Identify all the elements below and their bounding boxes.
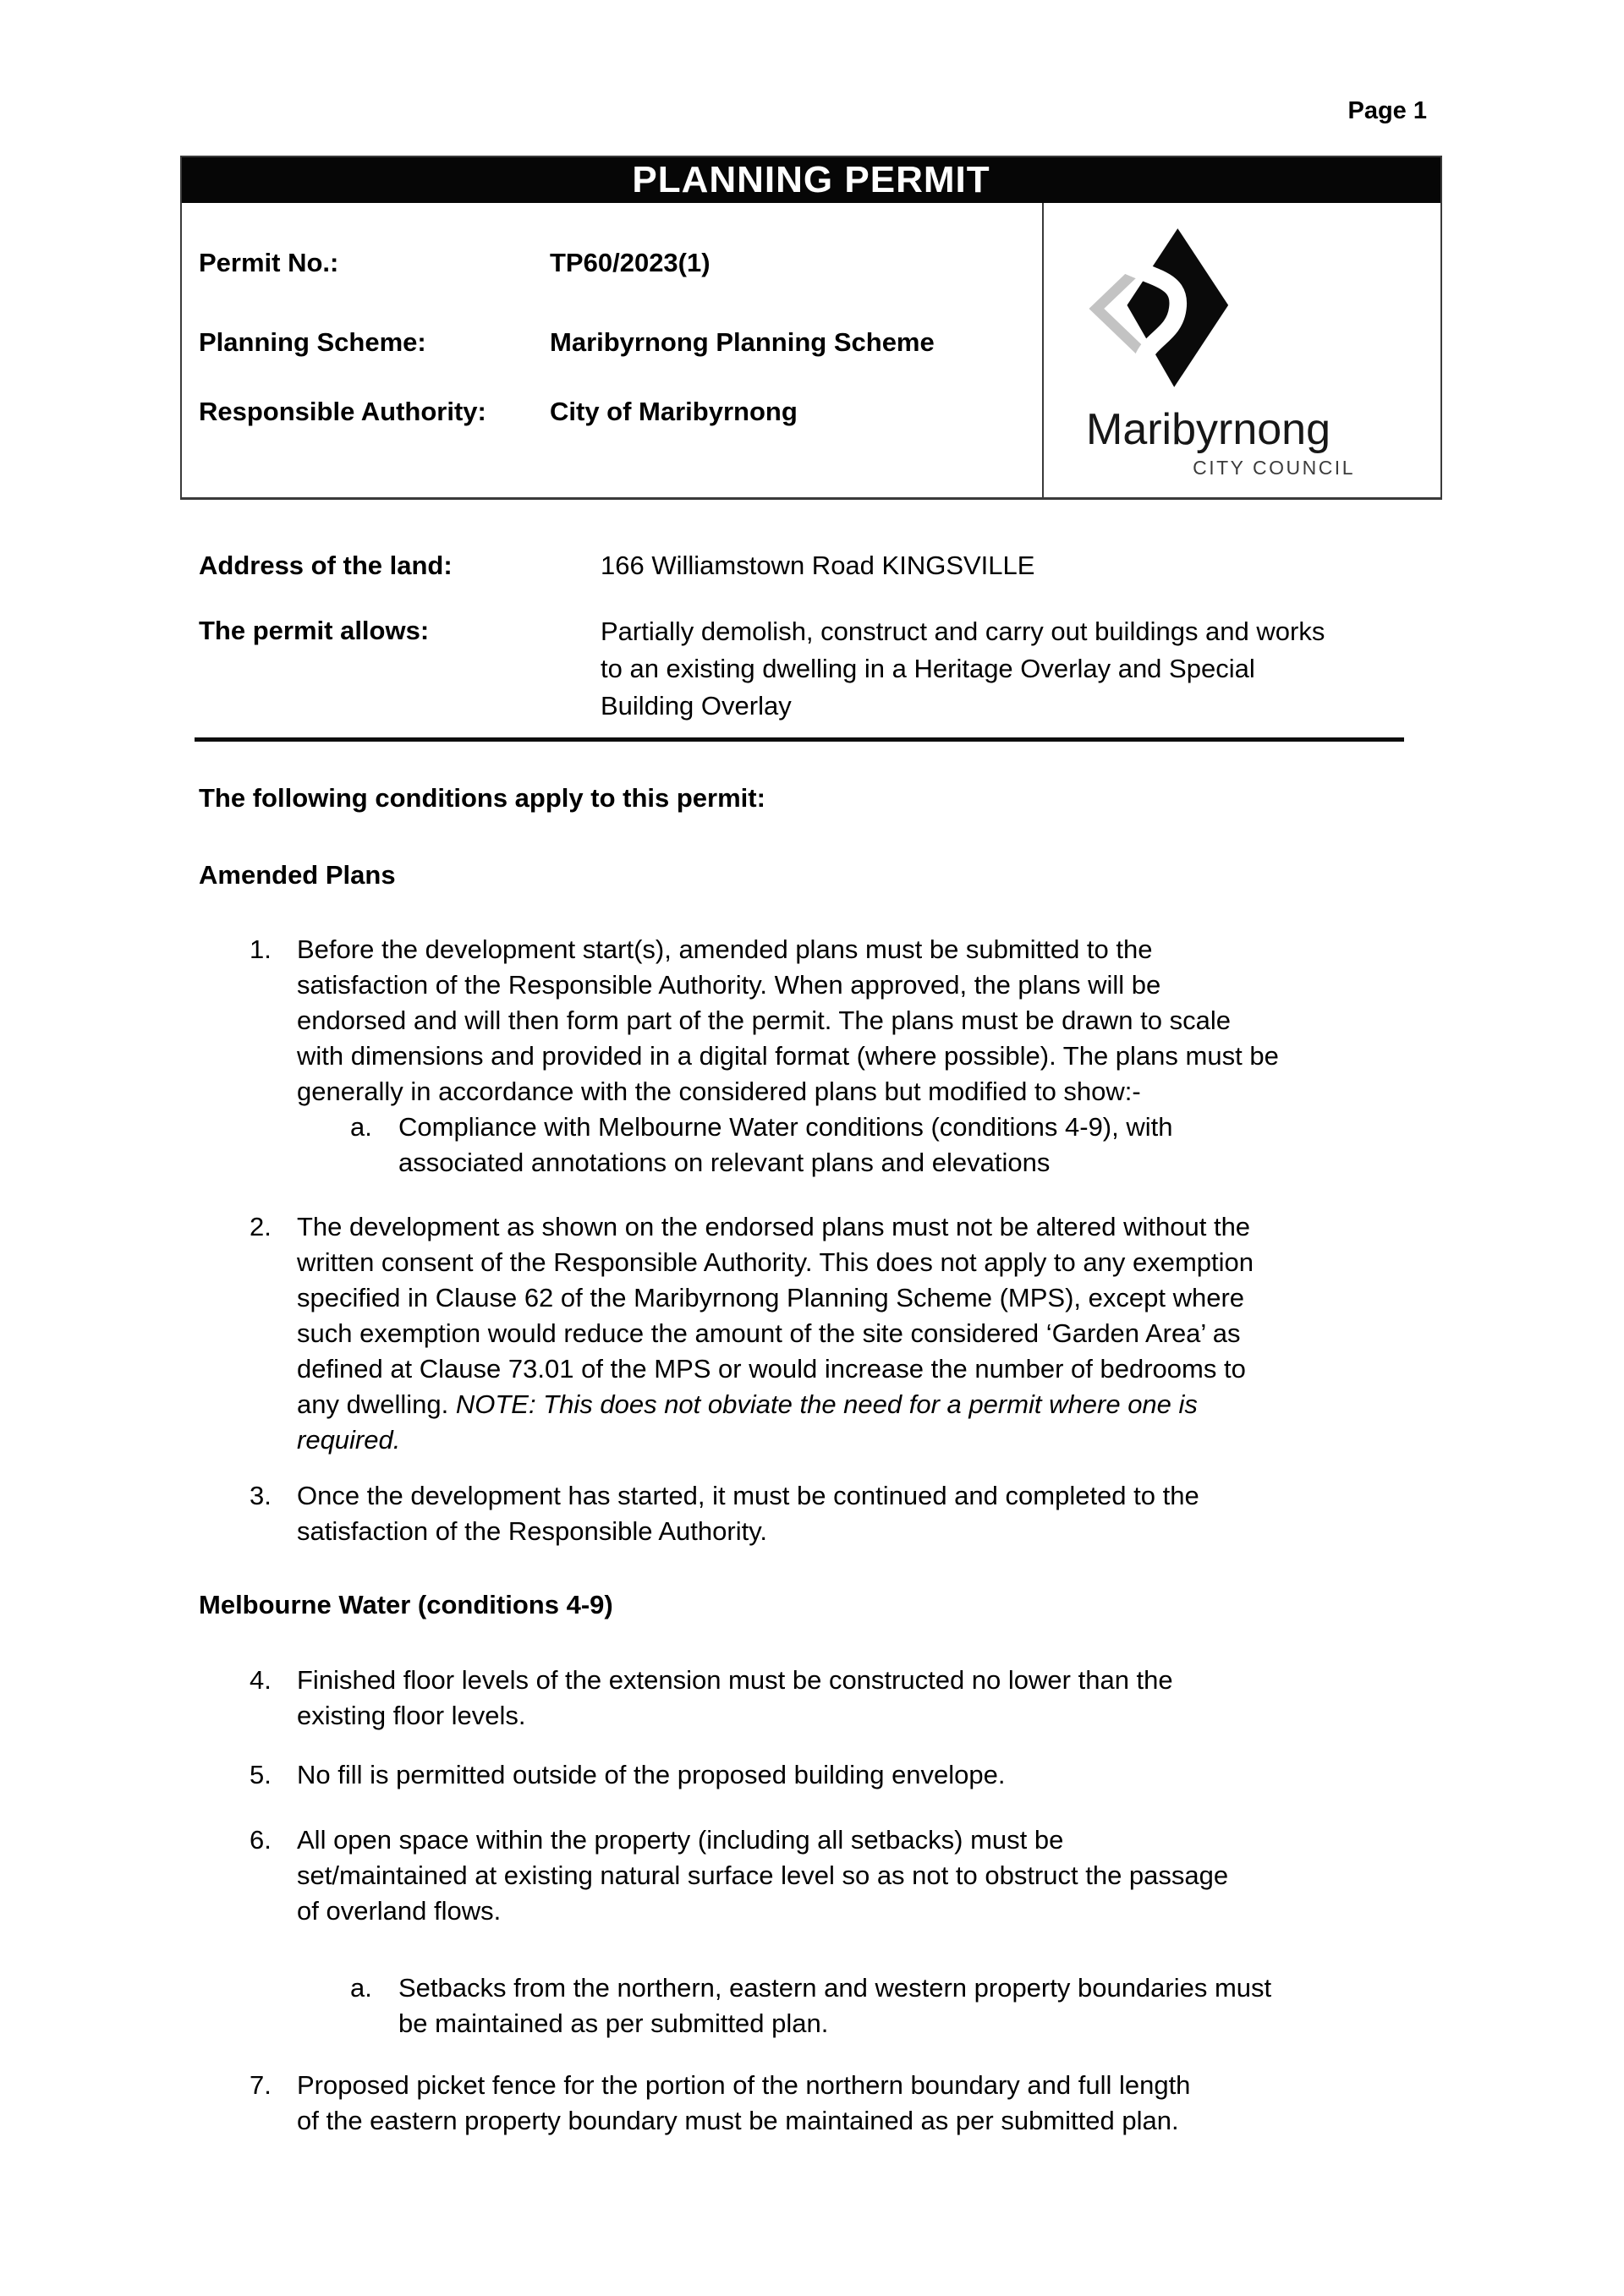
item-text-line: of the eastern property boundary must be maintained as per submitted plan. bbox=[297, 2106, 1179, 2135]
item-text-line: Proposed picket fence for the portion of the northern boundary and full length bbox=[297, 2070, 1191, 2100]
condition-item-5 bbox=[250, 1757, 1417, 1793]
item-text-line: All open space within the property (including all setbacks) must be bbox=[297, 1825, 1064, 1855]
item-text-line: such exemption would reduce the amount of the site considered ‘Garden Area’ as bbox=[297, 1318, 1241, 1348]
item-text-line: specified in Clause 62 of the Maribyrnong Planning Scheme (MPS), except where bbox=[297, 1283, 1245, 1312]
condition-item-2 bbox=[250, 1209, 1417, 1458]
permit-allows-line: Building Overlay bbox=[601, 691, 792, 721]
page-number: Page 1 bbox=[1347, 97, 1427, 124]
item-text-line: of overland flows. bbox=[297, 1896, 502, 1926]
section-heading-amended-plans: Amended Plans bbox=[199, 860, 396, 890]
condition-subitem-1a bbox=[350, 1110, 1424, 1181]
subitem-text-line: Setbacks from the northern, eastern and western property boundaries must bbox=[398, 1973, 1272, 2003]
item-text-line bbox=[297, 1387, 1417, 1422]
maribyrnong-logo-icon bbox=[1084, 227, 1254, 392]
item-text-line: No fill is permitted outside of the proposed building envelope. bbox=[297, 1760, 1006, 1789]
item-number: 6. bbox=[250, 1825, 272, 1855]
item-text bbox=[297, 932, 1417, 1110]
item-note-italic: NOTE: This does not obviate the need for a permit where one is bbox=[455, 1389, 1198, 1419]
subitem-text-line: associated annotations on relevant plans and elevations bbox=[398, 1148, 1051, 1177]
item-text bbox=[297, 1209, 1417, 1458]
condition-subitem-6a bbox=[350, 1970, 1424, 2041]
item-text-line: with dimensions and provided in a digital format (where possible). The plans must be bbox=[297, 1041, 1279, 1071]
section-heading-melbourne-water: Melbourne Water (conditions 4-9) bbox=[199, 1590, 613, 1619]
item-number: 3. bbox=[250, 1481, 272, 1510]
item-number: 5. bbox=[250, 1760, 272, 1789]
council-subtitle: CITY COUNCIL bbox=[1193, 457, 1355, 479]
item-text bbox=[297, 2068, 1417, 2139]
permit-no-value: TP60/2023(1) bbox=[550, 248, 710, 277]
item-text-line: endorsed and will then form part of the permit. The plans must be drawn to scale bbox=[297, 1006, 1231, 1035]
subitem-text bbox=[398, 1110, 1424, 1181]
planning-scheme-value: Maribyrnong Planning Scheme bbox=[550, 327, 935, 357]
subitem-text-line: Compliance with Melbourne Water conditions (conditions 4-9), with bbox=[398, 1112, 1173, 1142]
item-text-line: existing floor levels. bbox=[297, 1701, 526, 1730]
subitem-text-line: be maintained as per submitted plan. bbox=[398, 2008, 829, 2038]
condition-item-6 bbox=[250, 1822, 1417, 1929]
item-text bbox=[297, 1478, 1417, 1549]
item-text-line: generally in accordance with the considered plans but modified to show:- bbox=[297, 1077, 1141, 1106]
address-value: 166 Williamstown Road KINGSVILLE bbox=[601, 551, 1035, 580]
permit-table-body bbox=[182, 203, 1440, 497]
planning-scheme-label: Planning Scheme: bbox=[199, 327, 426, 357]
item-text-line: Before the development start(s), amended plans must be submitted to the bbox=[297, 934, 1153, 964]
item-text-line: set/maintained at existing natural surface level so as not to obstruct the passage bbox=[297, 1860, 1229, 1890]
section-separator-rule bbox=[195, 737, 1404, 742]
responsible-authority-row bbox=[199, 394, 798, 430]
item-text bbox=[297, 1822, 1417, 1929]
condition-item-7 bbox=[250, 2068, 1417, 2139]
permit-title: PLANNING PERMIT bbox=[632, 159, 990, 200]
permit-allows-line: Partially demolish, construct and carry out buildings and works bbox=[601, 616, 1325, 646]
item-number: 1. bbox=[250, 934, 272, 964]
item-number: 4. bbox=[250, 1665, 272, 1695]
item-text-segment: any dwelling. bbox=[297, 1389, 456, 1419]
planning-scheme-row bbox=[199, 325, 935, 360]
item-text bbox=[297, 1663, 1417, 1734]
item-text-line: satisfaction of the Responsible Authority. bbox=[297, 1516, 768, 1546]
address-label: Address of the land: bbox=[199, 551, 453, 580]
permit-header-table bbox=[180, 156, 1442, 500]
council-logo bbox=[1044, 203, 1440, 497]
permit-allows-value bbox=[601, 613, 1325, 725]
responsible-authority-value: City of Maribyrnong bbox=[550, 397, 798, 426]
permit-title-bar bbox=[182, 157, 1440, 203]
item-text-line: Finished floor levels of the extension must be constructed no lower than the bbox=[297, 1665, 1173, 1695]
item-text-line: written consent of the Responsible Authority. This does not apply to any exemption bbox=[297, 1247, 1254, 1277]
responsible-authority-label: Responsible Authority: bbox=[199, 397, 486, 426]
subitem-text bbox=[398, 1970, 1424, 2041]
council-wordmark: Maribyrnong bbox=[1086, 405, 1331, 454]
item-text-line: Once the development has started, it must be continued and completed to the bbox=[297, 1481, 1199, 1510]
item-text bbox=[297, 1757, 1417, 1793]
item-text-line: defined at Clause 73.01 of the MPS or would increase the number of bedrooms to bbox=[297, 1354, 1246, 1384]
permit-no-label: Permit No.: bbox=[199, 248, 339, 277]
conditions-intro: The following conditions apply to this permit: bbox=[199, 783, 765, 813]
item-number: 7. bbox=[250, 2070, 272, 2100]
permit-allows-line: to an existing dwelling in a Heritage Overlay and Special bbox=[601, 654, 1255, 683]
item-text-line: The development as shown on the endorsed plans must not be altered without the bbox=[297, 1212, 1251, 1241]
condition-item-1 bbox=[250, 932, 1417, 1110]
subitem-letter: a. bbox=[350, 1973, 372, 2003]
permit-allows-label: The permit allows: bbox=[199, 616, 430, 645]
item-text-line: satisfaction of the Responsible Authority. When approved, the plans will be bbox=[297, 970, 1161, 1000]
condition-item-3 bbox=[250, 1478, 1417, 1549]
subitem-letter: a. bbox=[350, 1112, 372, 1142]
condition-item-4 bbox=[250, 1663, 1417, 1734]
permit-no-row bbox=[199, 245, 710, 281]
item-note-italic: required. bbox=[297, 1425, 401, 1455]
item-number: 2. bbox=[250, 1212, 272, 1241]
